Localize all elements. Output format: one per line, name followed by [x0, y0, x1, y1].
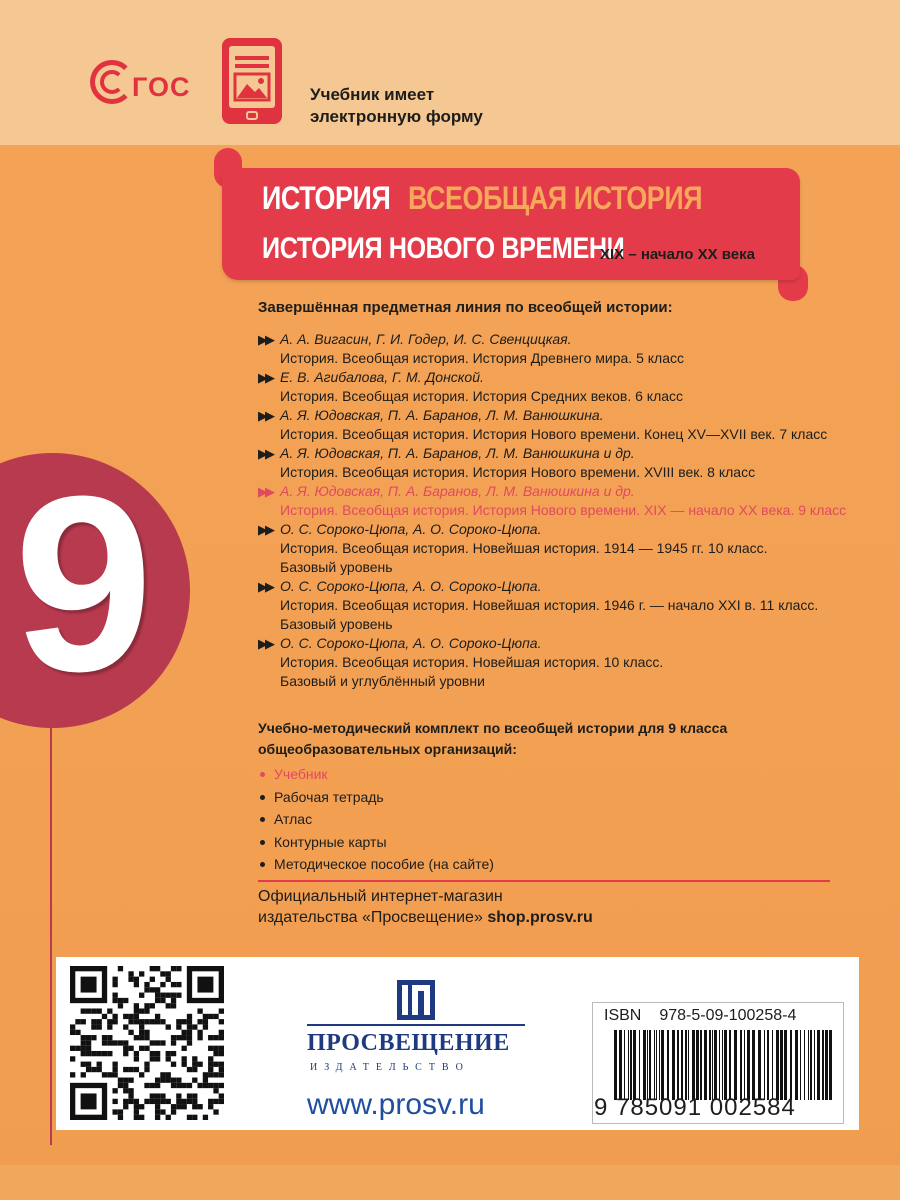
double-arrow-icon: ▶▶ — [258, 522, 272, 537]
series-book — [258, 330, 898, 368]
title-modern-history: ИСТОРИЯ НОВОГО ВРЕМЕНИ — [262, 232, 625, 265]
qr-code[interactable] — [70, 966, 224, 1120]
image-icon — [229, 46, 275, 108]
grade-number: 9 — [14, 444, 154, 723]
book-title-line: Базовый и углублённый уровни — [280, 673, 485, 689]
double-arrow-icon: ▶▶ — [258, 408, 272, 423]
book-authors: А. Я. Юдовская, П. А. Баранов, Л. М. Ванюшкина. — [280, 407, 604, 423]
book-authors: О. С. Сороко-Цюпа, А. О. Сороко-Цюпа. — [280, 521, 542, 537]
series-book — [258, 406, 898, 444]
series-book — [258, 577, 898, 634]
title-word-history: ИСТОРИЯ — [262, 180, 391, 216]
publisher-subtitle: ИЗДАТЕЛЬСТВО — [310, 1062, 470, 1073]
isbn-number: 978-5-09-100258-4 — [659, 1007, 797, 1024]
book-authors: А. А. Вигасин, Г. И. Годер, И. С. Свенцицкая. — [280, 331, 572, 347]
series-book — [258, 368, 898, 406]
book-authors: Е. В. Агибалова, Г. М. Донской. — [280, 369, 484, 385]
isbn-label: ISBN 978-5-09-100258-4 — [604, 1007, 797, 1024]
double-arrow-icon: ▶▶ — [258, 579, 272, 594]
kit-item: Учебник — [258, 763, 494, 786]
bottom-band — [0, 1165, 900, 1200]
fgos-logo-text: ГОС — [132, 72, 191, 102]
kit-item: Методическое пособие (на сайте) — [258, 853, 494, 876]
double-arrow-icon: ▶▶ — [258, 484, 272, 499]
series-book-list — [258, 330, 898, 691]
book-authors: О. С. Сороко-Цюпа, А. О. Сороко-Цюпа. — [280, 578, 542, 594]
double-arrow-icon: ▶▶ — [258, 332, 272, 347]
book-title-line: История. Всеобщая история. История Нового времени. XIX — начало XX века. 9 класс — [280, 502, 847, 518]
series-book — [258, 482, 898, 520]
book-authors: А. Я. Юдовская, П. А. Баранов, Л. М. Ванюшкина и др. — [280, 483, 635, 499]
book-authors: О. С. Сороко-Цюпа, А. О. Сороко-Цюпа. — [280, 635, 542, 651]
double-arrow-icon: ▶▶ — [258, 446, 272, 461]
shop-link[interactable]: shop.prosv.ru — [487, 909, 593, 926]
kit-item: Рабочая тетрадь — [258, 786, 494, 809]
kit-title: Учебно-методический комплект по всеобщей истории для 9 класса общеобразовательных организаций: — [258, 720, 728, 757]
divider — [258, 880, 830, 882]
series-book — [258, 444, 898, 482]
publisher-rule — [307, 1024, 525, 1026]
kit-list — [258, 763, 494, 876]
publisher-name: ПРОСВЕЩЕНИЕ — [307, 1030, 510, 1056]
barcode-digits: 9 785091 002584 — [594, 1094, 796, 1121]
series-heading: Завершённая предметная линия по всеобщей истории: — [258, 299, 673, 316]
kit-item: Контурные карты — [258, 831, 494, 854]
book-title-line: История. Всеобщая история. Новейшая история. 1914 — 1945 гг. 10 класс. — [280, 540, 768, 556]
book-title-line: История. Всеобщая история. История Нового времени. Конец XV—XVII век. 7 класс — [280, 426, 828, 442]
book-title-line: История. Всеобщая история. Новейшая история. 1946 г. — начало XXI в. 11 класс. — [280, 597, 819, 613]
shop-info: Официальный интернет-магазин издательства «Просвещение» shop.prosv.ru — [258, 888, 593, 926]
book-title-line: История. Всеобщая история. История Нового времени. XVIII век. 8 класс — [280, 464, 756, 480]
fgos-logo — [86, 56, 196, 112]
series-book — [258, 520, 898, 577]
title-general-history: ВСЕОБЩАЯ ИСТОРИЯ — [408, 180, 703, 216]
double-arrow-icon: ▶▶ — [258, 636, 272, 651]
book-title-line: История. Всеобщая история. Новейшая история. 10 класс. — [280, 654, 664, 670]
book-authors: А. Я. Юдовская, П. А. Баранов, Л. М. Ванюшкина и др. — [280, 445, 635, 461]
tablet-home-button — [246, 111, 258, 120]
book-title-line: История. Всеобщая история. История Древнего мира. 5 класс — [280, 350, 684, 366]
book-title-line: Базовый уровень — [280, 616, 393, 632]
tablet-icon — [222, 38, 282, 124]
kit-item: Атлас — [258, 808, 494, 831]
series-book — [258, 634, 898, 691]
prosveshchenie-logo-icon — [397, 980, 435, 1020]
double-arrow-icon: ▶▶ — [258, 370, 272, 385]
publisher-site-link[interactable]: www.prosv.ru — [307, 1088, 485, 1121]
book-title-line: История. Всеобщая история. История Средних веков. 6 класс — [280, 388, 684, 404]
title-period: XIX – начало XX века — [600, 246, 755, 263]
barcode — [614, 1030, 834, 1100]
book-title-line: Базовый уровень — [280, 559, 393, 575]
grade-divider-line — [50, 700, 52, 1145]
eform-note: Учебник имеет электронную форму — [310, 85, 483, 126]
fgos-inner-ring-icon — [100, 70, 124, 94]
